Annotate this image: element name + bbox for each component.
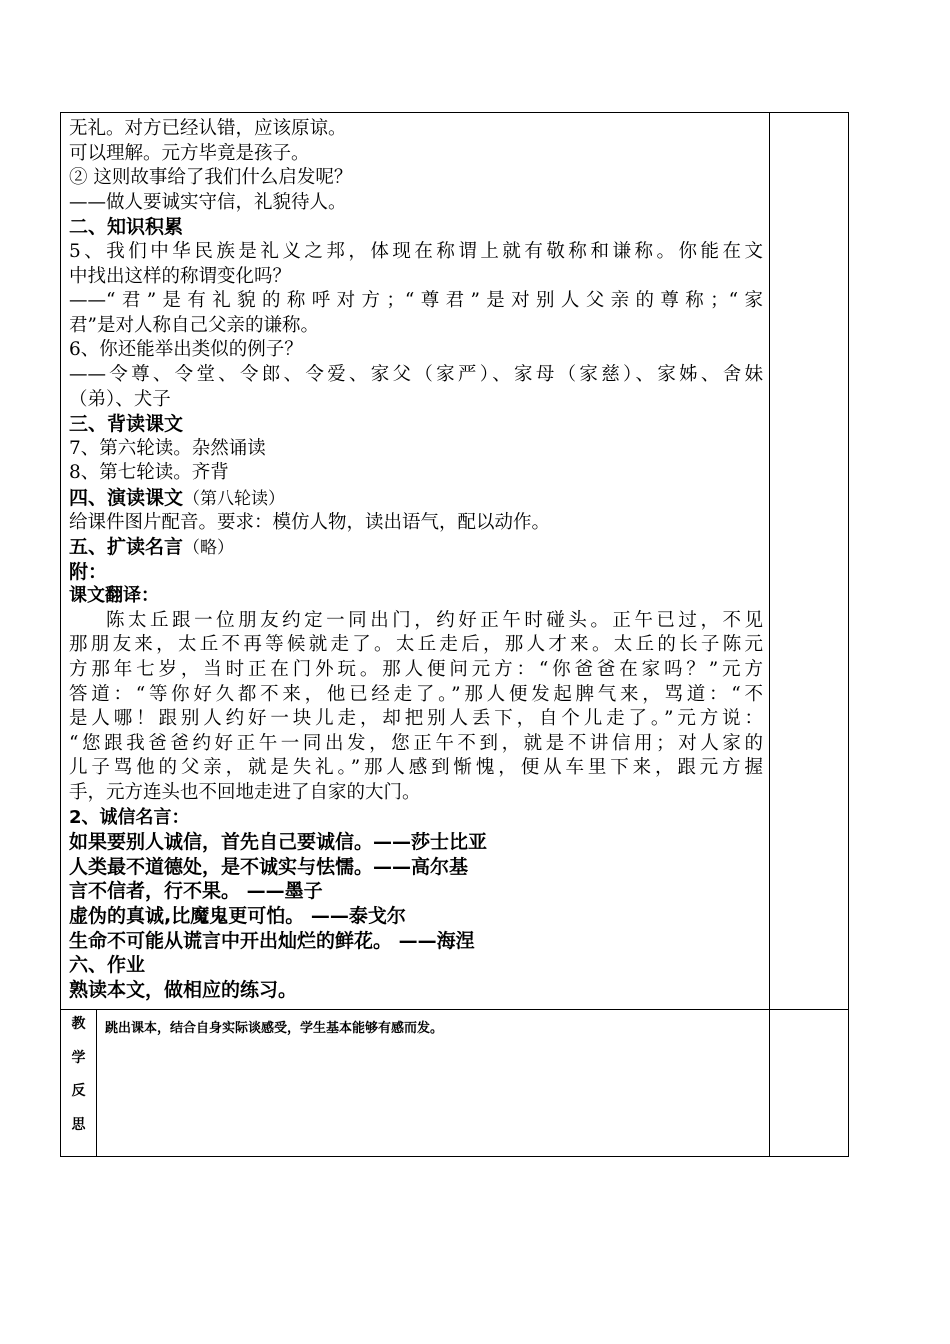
line-text: 儿子骂他的父亲，就是失礼。”那人感到惭愧，便从车里下来，跟元方握 <box>69 757 763 779</box>
row-divider <box>61 1009 848 1010</box>
reflection-text: 跳出课本，结合自身实际谈感受，学生基本能够有感而发。 <box>105 1021 444 1036</box>
text-line <box>69 314 763 339</box>
line-text: 7、第六轮读。杂然诵读 <box>69 437 266 459</box>
heading-note: （略） <box>183 538 235 559</box>
text-line <box>69 166 763 191</box>
text-line <box>69 683 763 708</box>
line-text: 无礼。对方已经认错，应该原谅。 <box>69 118 347 139</box>
line-text: 附： <box>69 560 108 583</box>
reflection-label-char: 反 <box>71 1083 86 1099</box>
text-line <box>69 191 763 216</box>
line-text: “您跟我爸爸约好正午一同出发，您正午不到，就是不讲信用；对人家的 <box>69 732 763 754</box>
text-line <box>69 461 763 486</box>
text-line <box>69 240 763 265</box>
line-text: 是人哪！跟别人约好一块儿走，却把别人丢下，自个儿走了。”元方说： <box>69 708 763 730</box>
line-text: 六、作业 <box>69 954 146 977</box>
line-text: 8、第七轮读。齐背 <box>69 462 229 484</box>
text-line <box>69 363 763 388</box>
section-heading <box>69 830 763 855</box>
line-text: 可以理解。元方毕竟是孩子。 <box>69 142 310 164</box>
line-text: （弟）、犬子 <box>69 388 171 410</box>
text-line <box>69 265 763 290</box>
line-text: 二、知识积累 <box>69 216 184 239</box>
line-text: 君”是对人称自己父亲的谦称。 <box>69 314 319 336</box>
line-text: 中找出这样的称谓变化吗？ <box>69 265 292 287</box>
heading-note: （第八轮读） <box>183 488 286 509</box>
line-text: 五、扩读名言 <box>69 536 184 559</box>
text-line <box>69 781 763 806</box>
reflection-label <box>61 1008 96 1142</box>
line-text: ——“君”是有礼貌的称呼对方；“尊君”是对别人父亲的尊称；“家 <box>69 290 763 312</box>
section-heading <box>69 486 763 511</box>
text-line <box>69 633 763 658</box>
line-text: 方那年七岁，当时正在门外玩。那人便问元方：“你爸爸在家吗？”元方 <box>69 659 763 681</box>
section-heading <box>69 560 763 585</box>
text-line <box>69 732 763 757</box>
line-text: 答道：“等你好久都不来，他已经走了。”那人便发起脾气来，骂道：“不 <box>69 683 763 705</box>
text-line <box>69 289 763 314</box>
line-text: 四、演读课文 <box>69 486 184 509</box>
line-text: 手，元方连头也不回地走进了自家的大门。 <box>69 782 421 804</box>
section-heading <box>69 412 763 437</box>
text-line <box>69 388 763 413</box>
line-text: 熟读本文，做相应的练习。 <box>69 978 298 1001</box>
section-heading <box>69 855 763 880</box>
line-text: 虚伪的真诚,比魔鬼更可怕。 ——泰戈尔 <box>69 905 406 927</box>
text-line <box>69 658 763 683</box>
line-text: ② 这则故事给了我们什么启发呢？ <box>69 167 353 189</box>
line-text: 人类最不道德处，是不诚实与怯懦。——高尔基 <box>69 855 469 878</box>
line-text: 三、背读课文 <box>69 413 184 436</box>
line-text: 生命不可能从谎言中开出灿烂的鲜花。 ——海涅 <box>69 929 475 952</box>
line-text: 那朋友来，太丘不再等候就走了。太丘走后，那人才来。太丘的长子陈元 <box>69 634 763 656</box>
section-heading <box>69 904 763 929</box>
section-heading <box>69 584 763 609</box>
reflection-label-char: 思 <box>71 1116 86 1133</box>
text-line <box>69 437 763 462</box>
text-line <box>69 142 763 167</box>
line-text: 6、你还能举出类似的例子？ <box>69 339 303 361</box>
reflection-label-char: 学 <box>71 1049 86 1066</box>
text-line <box>69 338 763 363</box>
line-text: 课文翻译： <box>69 585 159 607</box>
text-line <box>69 756 763 781</box>
line-text: 如果要别人诚信，首先自己要诚信。——莎士比亚 <box>69 831 488 854</box>
label-column-divider <box>96 1009 97 1156</box>
section-heading <box>69 879 763 904</box>
line-text: 2、诚信名言： <box>69 806 190 828</box>
section-heading <box>69 929 763 954</box>
line-text: 给课件图片配音。要求：模仿人物，读出语气，配以动作。 <box>69 511 551 533</box>
section-heading <box>69 806 763 831</box>
text-line <box>69 511 763 536</box>
text-line <box>69 117 763 142</box>
line-text: 5、我们中华民族是礼义之邦，体现在称谓上就有敬称和谦称。你能在文 <box>69 240 763 262</box>
section-heading <box>69 978 763 1003</box>
section-heading <box>69 535 763 560</box>
line-text: ——令尊、令堂、令郎、令爱、家父（家严）、家母（家慈）、家姊、舍妹 <box>69 363 763 385</box>
reflection-label-char: 教 <box>71 1016 86 1032</box>
text-line <box>69 707 763 732</box>
section-heading <box>69 215 763 240</box>
lesson-content <box>69 117 763 1002</box>
right-column-divider <box>769 113 770 1156</box>
line-text: 陈太丘跟一位朋友约定一同出门，约好正午时碰头。正午已过，不见 <box>106 609 763 631</box>
text-line <box>69 609 763 634</box>
line-text: 言不信者，行不果。 ——墨子 <box>69 880 323 903</box>
lesson-table <box>60 112 849 1157</box>
line-text: ——做人要诚实守信，礼貌待人。 <box>69 191 347 213</box>
section-heading <box>69 953 763 978</box>
